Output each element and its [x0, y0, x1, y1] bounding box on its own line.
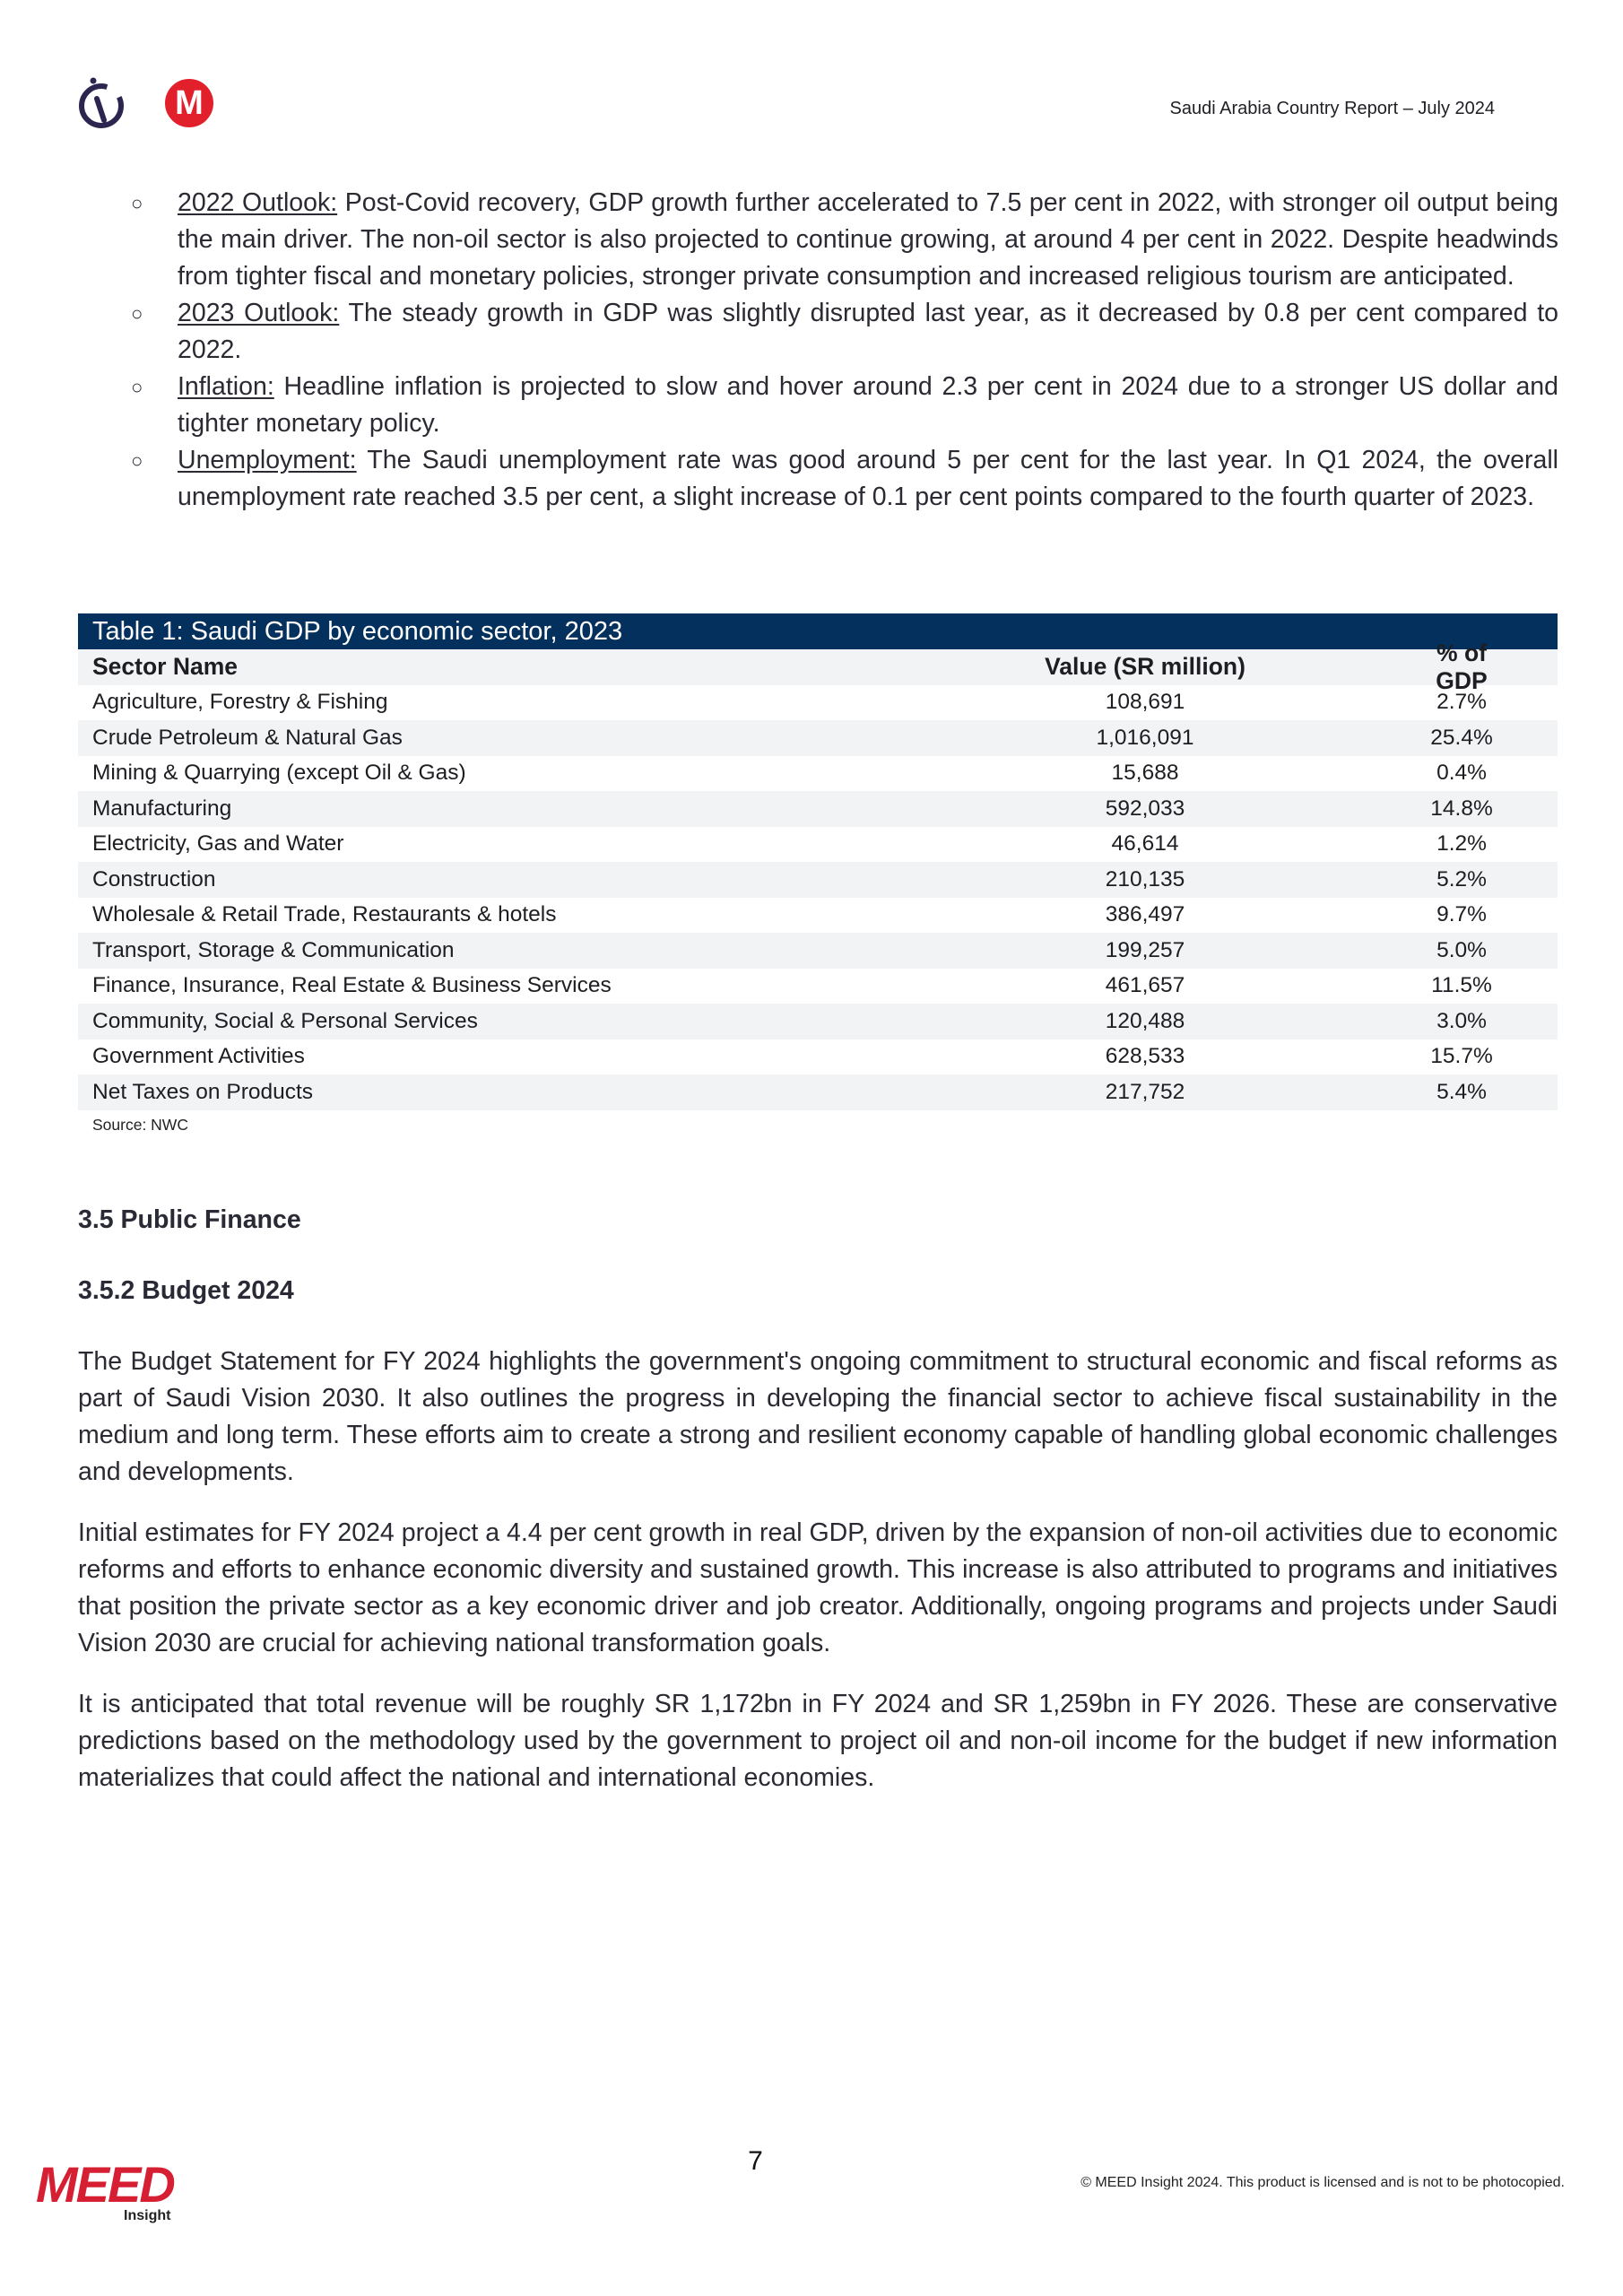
cell-value: 120,488 [1105, 1008, 1185, 1033]
table-row [78, 720, 1558, 756]
cell-sector: Manufacturing [92, 796, 232, 821]
cell-sector: Community, Social & Personal Services [92, 1008, 478, 1033]
cell-percent-label: 15.7% [1430, 1044, 1493, 1069]
bullet-label: 2022 Outlook: [178, 188, 338, 217]
cell-percent-label: 3.0% [1436, 1008, 1487, 1033]
gdp-sector-table [78, 613, 1558, 1110]
cell-value: 386,497 [1105, 902, 1185, 927]
insight-logo-text: Insight [124, 2208, 171, 2223]
cell-sector: Electricity, Gas and Water [92, 831, 344, 857]
column-header-percent-label: % of GDP [1436, 639, 1488, 694]
bullet-label: Inflation: [178, 372, 274, 401]
table-row [78, 969, 1558, 1004]
cell-percent [1253, 1009, 1558, 1034]
cell-value: 46,614 [1111, 831, 1179, 857]
cell-percent [1253, 690, 1558, 715]
table-row [78, 1039, 1558, 1075]
cell-percent-label: 5.0% [1436, 937, 1487, 962]
cell-percent [1253, 831, 1558, 857]
bullet-label: Unemployment: [178, 446, 357, 474]
cell-percent [1253, 1044, 1558, 1069]
bullet-2022-outlook [131, 185, 1558, 295]
cell-sector: Finance, Insurance, Real Estate & Business Services [92, 973, 612, 998]
table-source-note: Source: NWC [92, 1116, 188, 1134]
cell-percent [1253, 726, 1558, 751]
cell-percent-label: 25.4% [1430, 725, 1493, 750]
cell-percent [1253, 867, 1558, 892]
cell-value: 199,257 [1105, 937, 1185, 962]
cell-sector: Net Taxes on Products [92, 1079, 314, 1104]
cell-percent [1253, 902, 1558, 927]
hollow-circle-bullet-icon: ○ [131, 302, 143, 325]
cell-percent-label: 5.4% [1436, 1079, 1487, 1104]
meed-insight-logo [36, 2156, 174, 2224]
cell-percent-label: 11.5% [1431, 973, 1492, 998]
table-row [78, 933, 1558, 969]
cell-value: 592,033 [1105, 796, 1185, 821]
cell-percent [1253, 796, 1558, 822]
table-row [78, 1074, 1558, 1110]
bullet-text: The steady growth in GDP was slightly disrupted last year, as it decreased by 0.8 per cent compared to 2022. [178, 299, 1558, 364]
hollow-circle-bullet-icon: ○ [131, 192, 143, 214]
bullet-label: 2023 Outlook: [178, 299, 340, 327]
table-row [78, 827, 1558, 863]
meed-logo-text: MEED [36, 2156, 174, 2213]
cell-value: 217,752 [1105, 1079, 1185, 1104]
cell-sector: Agriculture, Forestry & Fishing [92, 690, 388, 715]
cell-sector: Transport, Storage & Communication [92, 937, 455, 962]
copyright-notice: © MEED Insight 2024. This product is licensed and is not to be photocopied. [1081, 2175, 1565, 2190]
meed-m-logo-icon [165, 79, 213, 127]
logo-letter: M [175, 83, 204, 122]
cell-value: 210,135 [1105, 866, 1185, 891]
cell-percent-label: 2.7% [1436, 690, 1487, 715]
cell-percent-label: 0.4% [1436, 761, 1487, 786]
bullet-text: The Saudi unemployment rate was good around 5 per cent for the last year. In Q1 2024, the overall unemployment rate reached 3.5 per cent, a slight increase of 0.1 per cent points compared to the fourth quarter of 2023. [178, 446, 1558, 511]
cell-percent [1253, 1080, 1558, 1105]
paragraph-budget-statement: The Budget Statement for FY 2024 highlights the government's ongoing commitment to structural economic and fiscal reforms as part of Saudi Vision 2030. It also outlines the progress in developing the financial sector to achieve fiscal sustainability in the medium and long term. These efforts aim to create a strong and resilient economy capable of handling global economic challenges and developments. [78, 1347, 1558, 1486]
bullet-inflation [131, 369, 1558, 442]
subsection-heading-budget-2024: 3.5.2 Budget 2024 [78, 1276, 294, 1305]
table-row [78, 1004, 1558, 1039]
report-title: Saudi Arabia Country Report – July 2024 [1169, 99, 1495, 118]
bullet-unemployment [131, 442, 1558, 516]
bullet-text: Headline inflation is projected to slow and hover around 2.3 per cent in 2024 due to a stronger US dollar and tighter monetary policy. [178, 372, 1558, 438]
page-number: 7 [748, 2146, 763, 2176]
hollow-circle-bullet-icon: ○ [131, 376, 143, 398]
cell-sector: Crude Petroleum & Natural Gas [92, 725, 403, 750]
cell-value: 628,533 [1105, 1044, 1185, 1069]
cell-sector: Construction [92, 866, 216, 891]
column-header-sector: Sector Name [92, 653, 239, 681]
cell-value: 108,691 [1105, 690, 1185, 715]
table-row [78, 685, 1558, 721]
cell-sector: Government Activities [92, 1044, 305, 1069]
section-heading-public-finance: 3.5 Public Finance [78, 1205, 301, 1234]
cell-percent [1253, 761, 1558, 786]
cell-percent-label: 14.8% [1430, 796, 1493, 821]
cell-percent [1253, 938, 1558, 963]
table-header-row [78, 639, 1558, 694]
hollow-circle-bullet-icon: ○ [131, 449, 143, 472]
cell-percent-label: 1.2% [1436, 831, 1487, 857]
cell-value: 461,657 [1105, 973, 1185, 998]
outlook-bullet-list [131, 185, 1558, 516]
cell-value: 1,016,091 [1096, 725, 1194, 750]
table-row [78, 862, 1558, 898]
column-header-percent [1253, 639, 1558, 695]
cell-sector: Wholesale & Retail Trade, Restaurants & hotels [92, 902, 557, 927]
table-row [78, 791, 1558, 827]
column-header-value: Value (SR million) [1045, 653, 1245, 681]
cell-percent [1253, 973, 1558, 998]
cell-value: 15,688 [1111, 761, 1179, 786]
table-row [78, 898, 1558, 934]
paragraph-initial-estimates: Initial estimates for FY 2024 project a 4.4 per cent growth in real GDP, driven by the expansion of non-oil activities due to economic reforms and efforts to enhance economic diversity and sustained growth. This increase is also attributed to programs and initiatives that position the private sector as a key economic driver and job creator. Additionally, ongoing programs and projects under Saudi Vision 2030 are crucial for achieving national transformation goals. [78, 1518, 1558, 1657]
cell-sector: Mining & Quarrying (except Oil & Gas) [92, 761, 466, 786]
table-row [78, 756, 1558, 792]
circle-i-logo-icon [75, 74, 127, 131]
paragraph-revenue-forecast: It is anticipated that total revenue will be roughly SR 1,172bn in FY 2024 and SR 1,259bn in FY 2026. These are conservative predictions based on the methodology used by the government to project oil and non-oil income for the budget if new information materializes that could affect the national and international economies. [78, 1690, 1558, 1792]
bullet-2023-outlook [131, 295, 1558, 369]
bullet-text: Post-Covid recovery, GDP growth further accelerated to 7.5 per cent in 2022, with stronger oil output being the main driver. The non-oil sector is also projected to continue growing, at around 4 per cent in 2022. Despite headwinds from tighter fiscal and monetary policies, stronger private consumption and increased religious tourism are anticipated. [178, 188, 1558, 291]
cell-percent-label: 5.2% [1436, 866, 1487, 891]
cell-percent-label: 9.7% [1436, 902, 1487, 927]
table-title: Table 1: Saudi GDP by economic sector, 2023 [78, 613, 1558, 649]
